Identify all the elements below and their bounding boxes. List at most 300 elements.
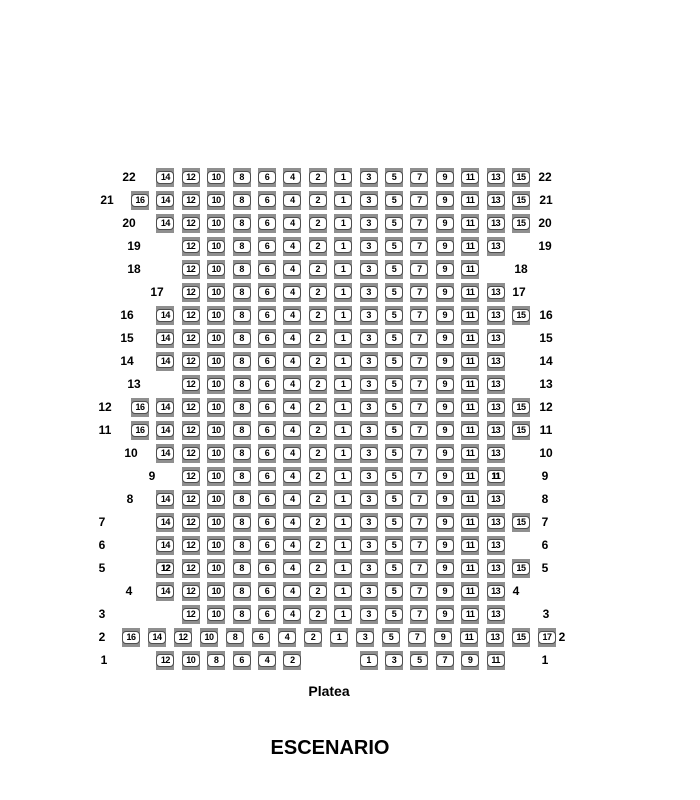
seat[interactable] [334,214,352,233]
seat[interactable] [309,191,327,210]
seat[interactable] [131,398,149,417]
seat[interactable] [334,582,352,601]
seat[interactable] [360,352,378,371]
seat[interactable] [233,421,251,440]
seat[interactable] [131,421,149,440]
seat[interactable] [182,283,200,302]
seat[interactable] [334,237,352,256]
seat[interactable] [410,513,428,532]
seat[interactable] [360,582,378,601]
seat[interactable] [360,168,378,187]
seat[interactable] [148,628,166,647]
seat[interactable] [410,306,428,325]
seat[interactable] [207,421,225,440]
seat[interactable] [207,536,225,555]
seat[interactable] [309,260,327,279]
seat[interactable] [410,214,428,233]
seat[interactable] [283,260,301,279]
seat[interactable] [207,490,225,509]
seat[interactable] [258,490,276,509]
seat[interactable] [309,283,327,302]
seat[interactable] [461,536,479,555]
seat[interactable] [360,191,378,210]
seat[interactable] [461,605,479,624]
seat[interactable] [360,283,378,302]
seat[interactable] [258,444,276,463]
seat[interactable] [258,191,276,210]
seat[interactable] [156,168,174,187]
seat[interactable] [436,283,454,302]
seat[interactable] [385,168,403,187]
seat[interactable] [410,398,428,417]
seat[interactable] [233,191,251,210]
seat[interactable] [278,628,296,647]
seat[interactable] [156,191,174,210]
seat[interactable] [486,628,504,647]
seat[interactable] [258,306,276,325]
seat[interactable] [334,260,352,279]
seat[interactable] [258,582,276,601]
seat[interactable] [461,559,479,578]
seat[interactable] [182,490,200,509]
seat[interactable] [258,559,276,578]
seat[interactable] [487,352,505,371]
seat[interactable] [207,559,225,578]
seat[interactable] [434,628,452,647]
seat[interactable] [122,628,140,647]
seat[interactable] [233,513,251,532]
seat[interactable] [258,651,276,670]
seat[interactable] [182,582,200,601]
seat[interactable] [309,398,327,417]
seat[interactable] [182,237,200,256]
seat[interactable] [408,628,426,647]
seat[interactable] [226,628,244,647]
seat[interactable] [360,605,378,624]
seat[interactable] [233,214,251,233]
seat[interactable] [233,329,251,348]
seat[interactable] [233,467,251,486]
seat[interactable] [487,237,505,256]
seat[interactable] [360,444,378,463]
seat[interactable] [258,513,276,532]
seat[interactable] [436,582,454,601]
seat[interactable] [200,628,218,647]
seat[interactable] [334,605,352,624]
seat[interactable] [156,444,174,463]
seat[interactable] [410,444,428,463]
seat[interactable] [436,191,454,210]
seat[interactable] [334,306,352,325]
seat[interactable] [360,214,378,233]
seat[interactable] [207,283,225,302]
seat[interactable] [410,283,428,302]
seat[interactable] [156,651,174,670]
seat[interactable] [309,444,327,463]
seat[interactable] [512,421,530,440]
seat[interactable] [207,375,225,394]
seat[interactable] [330,628,348,647]
seat[interactable] [360,398,378,417]
seat[interactable] [334,283,352,302]
seat[interactable] [283,306,301,325]
seat[interactable] [182,536,200,555]
seat[interactable] [309,467,327,486]
seat[interactable] [410,237,428,256]
seat[interactable] [436,214,454,233]
seat[interactable] [182,605,200,624]
seat[interactable] [309,237,327,256]
seat[interactable] [410,467,428,486]
seat[interactable] [512,398,530,417]
seat[interactable] [436,536,454,555]
seat[interactable] [461,375,479,394]
seat[interactable] [385,651,403,670]
seat[interactable] [283,352,301,371]
seat[interactable] [436,651,454,670]
seat[interactable] [410,421,428,440]
seat[interactable] [233,490,251,509]
seat[interactable] [385,444,403,463]
seat[interactable] [131,191,149,210]
seat[interactable] [258,168,276,187]
seat[interactable] [487,421,505,440]
seat[interactable] [283,375,301,394]
seat[interactable] [182,559,200,578]
seat[interactable] [233,352,251,371]
seat[interactable] [283,605,301,624]
seat[interactable] [309,582,327,601]
seat[interactable] [436,559,454,578]
seat[interactable] [304,628,322,647]
seat[interactable] [182,191,200,210]
seat[interactable] [436,605,454,624]
seat[interactable] [283,444,301,463]
seat[interactable] [258,421,276,440]
seat[interactable] [512,513,530,532]
seat[interactable] [182,467,200,486]
seat[interactable] [436,168,454,187]
seat[interactable] [436,260,454,279]
seat[interactable] [461,490,479,509]
seat[interactable] [258,260,276,279]
seat[interactable] [233,306,251,325]
seat[interactable] [258,283,276,302]
seat[interactable] [156,352,174,371]
seat[interactable] [233,283,251,302]
seat[interactable] [283,168,301,187]
seat[interactable] [360,651,378,670]
seat[interactable] [156,329,174,348]
seat[interactable] [182,260,200,279]
seat[interactable] [385,237,403,256]
seat[interactable] [385,582,403,601]
seat[interactable] [382,628,400,647]
seat[interactable] [207,513,225,532]
seat[interactable] [258,375,276,394]
seat[interactable] [309,513,327,532]
seat[interactable] [207,306,225,325]
seat[interactable] [207,237,225,256]
seat[interactable] [512,628,530,647]
seat[interactable] [156,421,174,440]
seat[interactable] [487,582,505,601]
seat[interactable] [283,329,301,348]
seat[interactable] [487,214,505,233]
seat[interactable] [309,306,327,325]
seat[interactable] [487,398,505,417]
seat[interactable] [233,605,251,624]
seat[interactable] [487,605,505,624]
seat[interactable] [436,444,454,463]
seat[interactable] [410,191,428,210]
seat[interactable] [309,490,327,509]
seat[interactable] [461,352,479,371]
seat[interactable] [487,375,505,394]
seat[interactable] [538,628,556,647]
seat[interactable] [512,306,530,325]
seat[interactable] [461,444,479,463]
seat[interactable] [233,582,251,601]
seat[interactable] [385,329,403,348]
seat[interactable] [385,352,403,371]
seat[interactable] [410,329,428,348]
seat[interactable] [334,559,352,578]
seat[interactable] [461,191,479,210]
seat[interactable] [309,605,327,624]
seat[interactable] [207,444,225,463]
seat[interactable] [283,191,301,210]
seat[interactable] [258,214,276,233]
seat[interactable] [258,329,276,348]
seat[interactable] [258,536,276,555]
seat[interactable] [385,214,403,233]
seat[interactable] [360,329,378,348]
seat[interactable] [174,628,192,647]
seat[interactable] [360,490,378,509]
seat[interactable] [156,490,174,509]
seat[interactable] [334,467,352,486]
seat[interactable] [385,260,403,279]
seat[interactable] [487,168,505,187]
seat[interactable] [410,536,428,555]
seat[interactable] [283,421,301,440]
seat[interactable] [207,651,225,670]
seat[interactable] [334,329,352,348]
seat[interactable] [410,559,428,578]
seat[interactable] [207,352,225,371]
seat[interactable] [487,191,505,210]
seat[interactable] [207,467,225,486]
seat[interactable] [283,513,301,532]
seat[interactable] [410,582,428,601]
seat[interactable] [258,605,276,624]
seat[interactable] [461,513,479,532]
seat[interactable] [436,467,454,486]
seat[interactable] [207,191,225,210]
seat[interactable] [410,260,428,279]
seat[interactable] [283,490,301,509]
seat[interactable] [182,214,200,233]
seat[interactable] [182,306,200,325]
seat[interactable] [436,398,454,417]
seat[interactable] [487,536,505,555]
seat[interactable] [258,237,276,256]
seat[interactable] [309,421,327,440]
seat[interactable] [233,536,251,555]
seat[interactable] [487,306,505,325]
seat[interactable] [258,467,276,486]
seat[interactable] [360,260,378,279]
seat[interactable] [182,421,200,440]
seat[interactable] [487,444,505,463]
seat[interactable] [385,536,403,555]
seat[interactable] [156,398,174,417]
seat[interactable] [487,651,505,670]
seat[interactable] [334,375,352,394]
seat[interactable] [207,605,225,624]
seat[interactable] [309,375,327,394]
seat[interactable] [360,375,378,394]
seat[interactable] [385,467,403,486]
seat[interactable] [182,168,200,187]
seat[interactable] [182,375,200,394]
seat[interactable] [233,260,251,279]
seat[interactable] [233,237,251,256]
seat[interactable] [360,237,378,256]
seat[interactable] [182,444,200,463]
seat[interactable] [233,651,251,670]
seat[interactable] [309,559,327,578]
seat[interactable] [207,582,225,601]
seat[interactable] [334,191,352,210]
seat[interactable] [207,329,225,348]
seat[interactable] [436,375,454,394]
seat[interactable] [410,168,428,187]
seat[interactable] [233,398,251,417]
seat[interactable] [156,536,174,555]
seat[interactable] [385,559,403,578]
seat[interactable] [283,559,301,578]
seat[interactable] [436,352,454,371]
seat[interactable] [334,398,352,417]
seat[interactable] [461,467,479,486]
seat[interactable] [309,536,327,555]
seat[interactable] [334,513,352,532]
seat[interactable] [233,375,251,394]
seat[interactable] [156,559,174,578]
seat[interactable] [385,513,403,532]
seat[interactable] [461,214,479,233]
seat[interactable] [309,329,327,348]
seat[interactable] [182,513,200,532]
seat[interactable] [156,582,174,601]
seat[interactable] [461,237,479,256]
seat[interactable] [334,352,352,371]
seat[interactable] [487,559,505,578]
seat[interactable] [207,168,225,187]
seat[interactable] [309,214,327,233]
seat[interactable] [360,306,378,325]
seat[interactable] [360,421,378,440]
seat[interactable] [283,214,301,233]
seat[interactable] [258,352,276,371]
seat[interactable] [512,559,530,578]
seat[interactable] [258,398,276,417]
seat[interactable] [156,306,174,325]
seat[interactable] [436,490,454,509]
seat[interactable] [461,421,479,440]
seat[interactable] [385,398,403,417]
seat[interactable] [461,398,479,417]
seat[interactable] [283,283,301,302]
seat[interactable] [334,168,352,187]
seat[interactable] [436,329,454,348]
seat[interactable] [512,168,530,187]
seat[interactable] [436,421,454,440]
seat[interactable] [182,651,200,670]
seat[interactable] [385,421,403,440]
seat[interactable] [410,651,428,670]
seat[interactable] [233,444,251,463]
seat[interactable] [334,444,352,463]
seat[interactable] [461,582,479,601]
seat[interactable] [461,283,479,302]
seat[interactable] [487,513,505,532]
seat[interactable] [356,628,374,647]
seat[interactable] [461,260,479,279]
seat[interactable] [360,536,378,555]
seat[interactable] [334,490,352,509]
seat[interactable] [156,513,174,532]
seat[interactable] [283,536,301,555]
seat[interactable] [410,375,428,394]
seat[interactable] [385,191,403,210]
seat[interactable] [156,214,174,233]
seat[interactable] [512,191,530,210]
seat[interactable] [207,214,225,233]
seat[interactable] [283,398,301,417]
seat[interactable] [360,513,378,532]
seat[interactable] [385,375,403,394]
seat[interactable] [410,605,428,624]
seat[interactable] [461,651,479,670]
seat[interactable] [309,352,327,371]
seat[interactable] [461,306,479,325]
seat[interactable] [487,283,505,302]
seat[interactable] [385,306,403,325]
seat[interactable] [252,628,270,647]
seat[interactable] [233,168,251,187]
seat[interactable] [512,214,530,233]
seat[interactable] [309,168,327,187]
seat[interactable] [436,513,454,532]
seat[interactable] [283,237,301,256]
seat[interactable] [385,490,403,509]
seat[interactable] [334,421,352,440]
seat[interactable] [283,582,301,601]
seat[interactable] [410,490,428,509]
seat[interactable] [461,329,479,348]
seat[interactable] [487,490,505,509]
seat[interactable] [436,237,454,256]
seat[interactable] [182,352,200,371]
seat[interactable] [360,559,378,578]
seat[interactable] [283,651,301,670]
seat[interactable] [182,329,200,348]
seat[interactable] [233,559,251,578]
seat[interactable] [334,536,352,555]
